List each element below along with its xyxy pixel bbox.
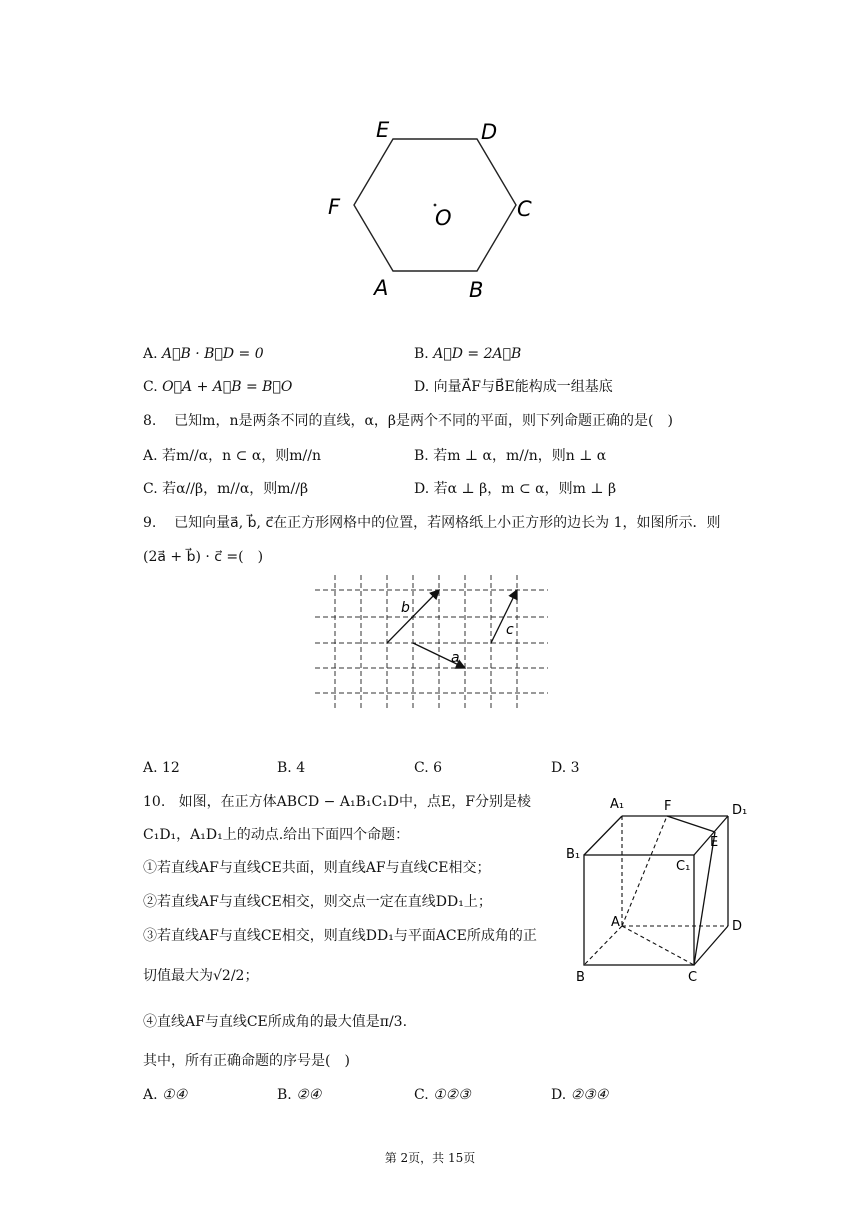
label-c: C xyxy=(517,197,532,221)
option-key: D. xyxy=(551,760,567,776)
option-text: ②③④ xyxy=(570,1087,609,1103)
option-text: ①④ xyxy=(162,1087,188,1103)
segment-a-f xyxy=(622,816,667,926)
option-text: 若m//α，n ⊂ α，则m//n xyxy=(162,448,322,464)
label-b: b xyxy=(401,600,410,616)
edge-a-b xyxy=(584,926,622,965)
option-key: A. xyxy=(143,448,158,464)
option-key: B. xyxy=(277,760,292,776)
q9-option-a[interactable] xyxy=(143,758,180,778)
option-text: 6 xyxy=(433,760,443,776)
segment-a-c xyxy=(622,926,694,965)
option-key: B. xyxy=(277,1087,292,1103)
q10-stem-line2: C₁D₁，A₁D₁上的动点.给出下面四个命题： xyxy=(143,827,410,843)
q9-stem-line2: (2a⃗ + b⃗) · c⃗ =( ) xyxy=(143,549,264,565)
question-number: 10. xyxy=(143,794,166,810)
label-a: A xyxy=(374,276,389,300)
q10-option-c[interactable] xyxy=(414,1085,471,1105)
label-f: F xyxy=(328,195,341,219)
question-text: 已知向量a⃗, b⃗, c⃗在正方形网格中的位置，若网格纸上小正方形的边长为 1，如图所示．则 xyxy=(174,515,721,531)
option-key: C. xyxy=(143,379,158,395)
question-number: 8. xyxy=(143,413,157,429)
label-b: B xyxy=(576,970,585,985)
option-key: D. xyxy=(551,1087,567,1103)
label-d1: D₁ xyxy=(732,803,748,818)
label-b: B xyxy=(469,278,484,302)
label-a: a xyxy=(451,650,460,666)
page-footer: 第 2页，共 15页 xyxy=(384,1151,476,1165)
question-number: 9. xyxy=(143,515,157,531)
q10-proposition-4: ④直线AF与直线CE所成角的最大值是π/3. xyxy=(143,1014,408,1030)
option-text: 12 xyxy=(162,760,180,776)
q7-option-b[interactable] xyxy=(414,344,521,364)
q10-proposition-3-line1: ③若直线AF与直线CE相交，则直线DD₁与平面ACE所成角的正 xyxy=(143,928,537,944)
option-key: B. xyxy=(414,448,429,464)
q7-option-a[interactable] xyxy=(143,344,264,364)
q8-stem xyxy=(143,411,673,431)
q8-option-b[interactable] xyxy=(414,446,606,466)
cube-figure xyxy=(0,790,860,990)
q10-option-d[interactable] xyxy=(551,1085,608,1105)
q9-option-d[interactable] xyxy=(551,758,580,778)
edge-b1-a1 xyxy=(584,816,622,855)
option-key: C. xyxy=(143,481,158,497)
label-c: C xyxy=(688,970,698,985)
grid-lines xyxy=(315,575,548,710)
q10-question: 其中，所有正确命题的序号是( ) xyxy=(143,1053,350,1069)
q8-option-c[interactable] xyxy=(143,479,308,499)
q7-option-c[interactable] xyxy=(143,377,292,397)
option-text: A⃗D = 2A⃗B xyxy=(433,346,522,362)
label-c1: C₁ xyxy=(676,859,691,874)
label-d: D xyxy=(481,120,498,144)
option-key: A. xyxy=(143,1087,158,1103)
q10-proposition-1: ①若直线AF与直线CE共面，则直线AF与直线CE相交； xyxy=(143,860,491,876)
option-text: ①②③ xyxy=(433,1087,471,1103)
q8-option-a[interactable] xyxy=(143,446,321,466)
q8-option-d[interactable] xyxy=(414,479,616,499)
option-text: 若α ⊥ β，m ⊂ α，则m ⊥ β xyxy=(433,481,617,497)
q10-option-a[interactable] xyxy=(143,1085,187,1105)
option-key: D. xyxy=(414,481,430,497)
option-text: 若m ⊥ α，m//n，则n ⊥ α xyxy=(433,448,607,464)
option-text: 向量A⃗F与B⃗E能构成一组基底 xyxy=(433,379,613,395)
label-f: F xyxy=(664,799,672,814)
q9-option-c[interactable] xyxy=(414,758,442,778)
label-b1: B₁ xyxy=(566,847,581,862)
vector-grid-figure xyxy=(0,570,860,720)
option-key: B. xyxy=(414,346,429,362)
label-o: O xyxy=(435,206,452,230)
option-key: D. xyxy=(414,379,430,395)
q9-stem-line1 xyxy=(143,513,721,533)
option-text: 4 xyxy=(296,760,306,776)
q10-proposition-3-line2: 切值最大为√2/2； xyxy=(143,968,259,984)
option-key: A. xyxy=(143,346,158,362)
question-text: 如图，在正方体ABCD − A₁B₁C₁D中，点E，F分别是棱 xyxy=(178,794,531,810)
label-d: D xyxy=(732,919,743,934)
question-text: 已知m，n是两条不同的直线，α，β是两个不同的平面，则下列命题正确的是( ) xyxy=(174,413,673,429)
label-e: E xyxy=(710,835,719,850)
segment-f-e xyxy=(667,816,715,832)
label-a1: A₁ xyxy=(610,797,625,812)
label-a: A xyxy=(611,915,620,930)
q9-option-b[interactable] xyxy=(277,758,305,778)
q10-proposition-2: ②若直线AF与直线CE相交，则交点一定在直线DD₁上； xyxy=(143,894,492,910)
option-text: 若α//β，m//α，则m//β xyxy=(162,481,309,497)
q7-option-d[interactable] xyxy=(414,377,613,397)
option-text: O⃗A + A⃗B = B⃗O xyxy=(162,379,293,395)
option-key: C. xyxy=(414,1087,429,1103)
label-e: E xyxy=(376,118,390,142)
option-text: ②④ xyxy=(296,1087,322,1103)
option-key: C. xyxy=(414,760,429,776)
option-text: 3 xyxy=(570,760,580,776)
q10-option-b[interactable] xyxy=(277,1085,321,1105)
hexagon-figure xyxy=(0,0,860,310)
label-c: c xyxy=(506,622,514,638)
option-key: A. xyxy=(143,760,158,776)
option-text: A⃗B · B⃗D = 0 xyxy=(162,346,264,362)
